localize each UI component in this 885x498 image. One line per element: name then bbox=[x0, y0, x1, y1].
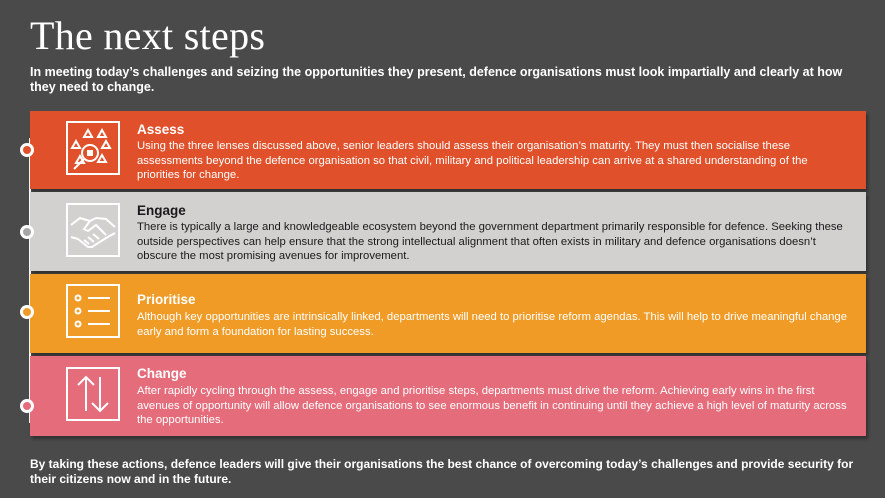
step-heading: Engage bbox=[137, 203, 186, 218]
step-heading: Assess bbox=[137, 122, 185, 137]
step-description: Although key opportunities are intrinsically linked, departments will need to prioritise reform agendas. This will help to drive meaningful change early and form a foundation for lasting success. bbox=[137, 311, 847, 338]
up-down-arrows-icon bbox=[66, 367, 120, 421]
assess-icon bbox=[66, 121, 120, 175]
closing-text: By taking these actions, defence leaders will give their organisations the best chance of overcoming today’s challenges and provide security for their citizens now and in the future. bbox=[30, 457, 854, 486]
page-title: The next steps bbox=[30, 13, 266, 58]
step-change bbox=[30, 356, 866, 436]
step-engage bbox=[30, 192, 866, 271]
step-description: After rapidly cycling through the assess, engage and prioritise steps, departments must drive the reform. Achieving early wins in the first avenues of opportunity will allow defence organisations to see enormous benefit in continuing until they achieve a high level of maturity across the opportunities. bbox=[137, 385, 847, 426]
timeline-dot bbox=[20, 225, 34, 239]
list-icon bbox=[66, 284, 120, 338]
step-assess bbox=[30, 111, 866, 189]
timeline-dot bbox=[20, 399, 34, 413]
step-heading: Change bbox=[137, 366, 187, 381]
step-description: Using the three lenses discussed above, senior leaders should assess their organisation’s maturity. They must then socialise these assessments beyond the defence organisation so that civil, military and political leadership can arrive at a shared understanding of the priorities for change. bbox=[137, 140, 808, 181]
timeline-dot bbox=[20, 143, 34, 157]
step-prioritise bbox=[30, 274, 866, 353]
step-heading: Prioritise bbox=[137, 292, 196, 307]
timeline-dot bbox=[20, 305, 34, 319]
step-description: There is typically a large and knowledgeable ecosystem beyond the government department primarily responsible for defence. Seeking these outside perspectives can help ensure that the strong intellectual alignment that often exists in military and defence organisations doesn’t obscure the most promising avenues for improvement. bbox=[137, 221, 843, 262]
intro-text: In meeting today’s challenges and seizing the opportunities they present, defence organisations must look impartially and clearly at how they need to change. bbox=[30, 65, 843, 94]
handshake-icon bbox=[66, 203, 120, 257]
